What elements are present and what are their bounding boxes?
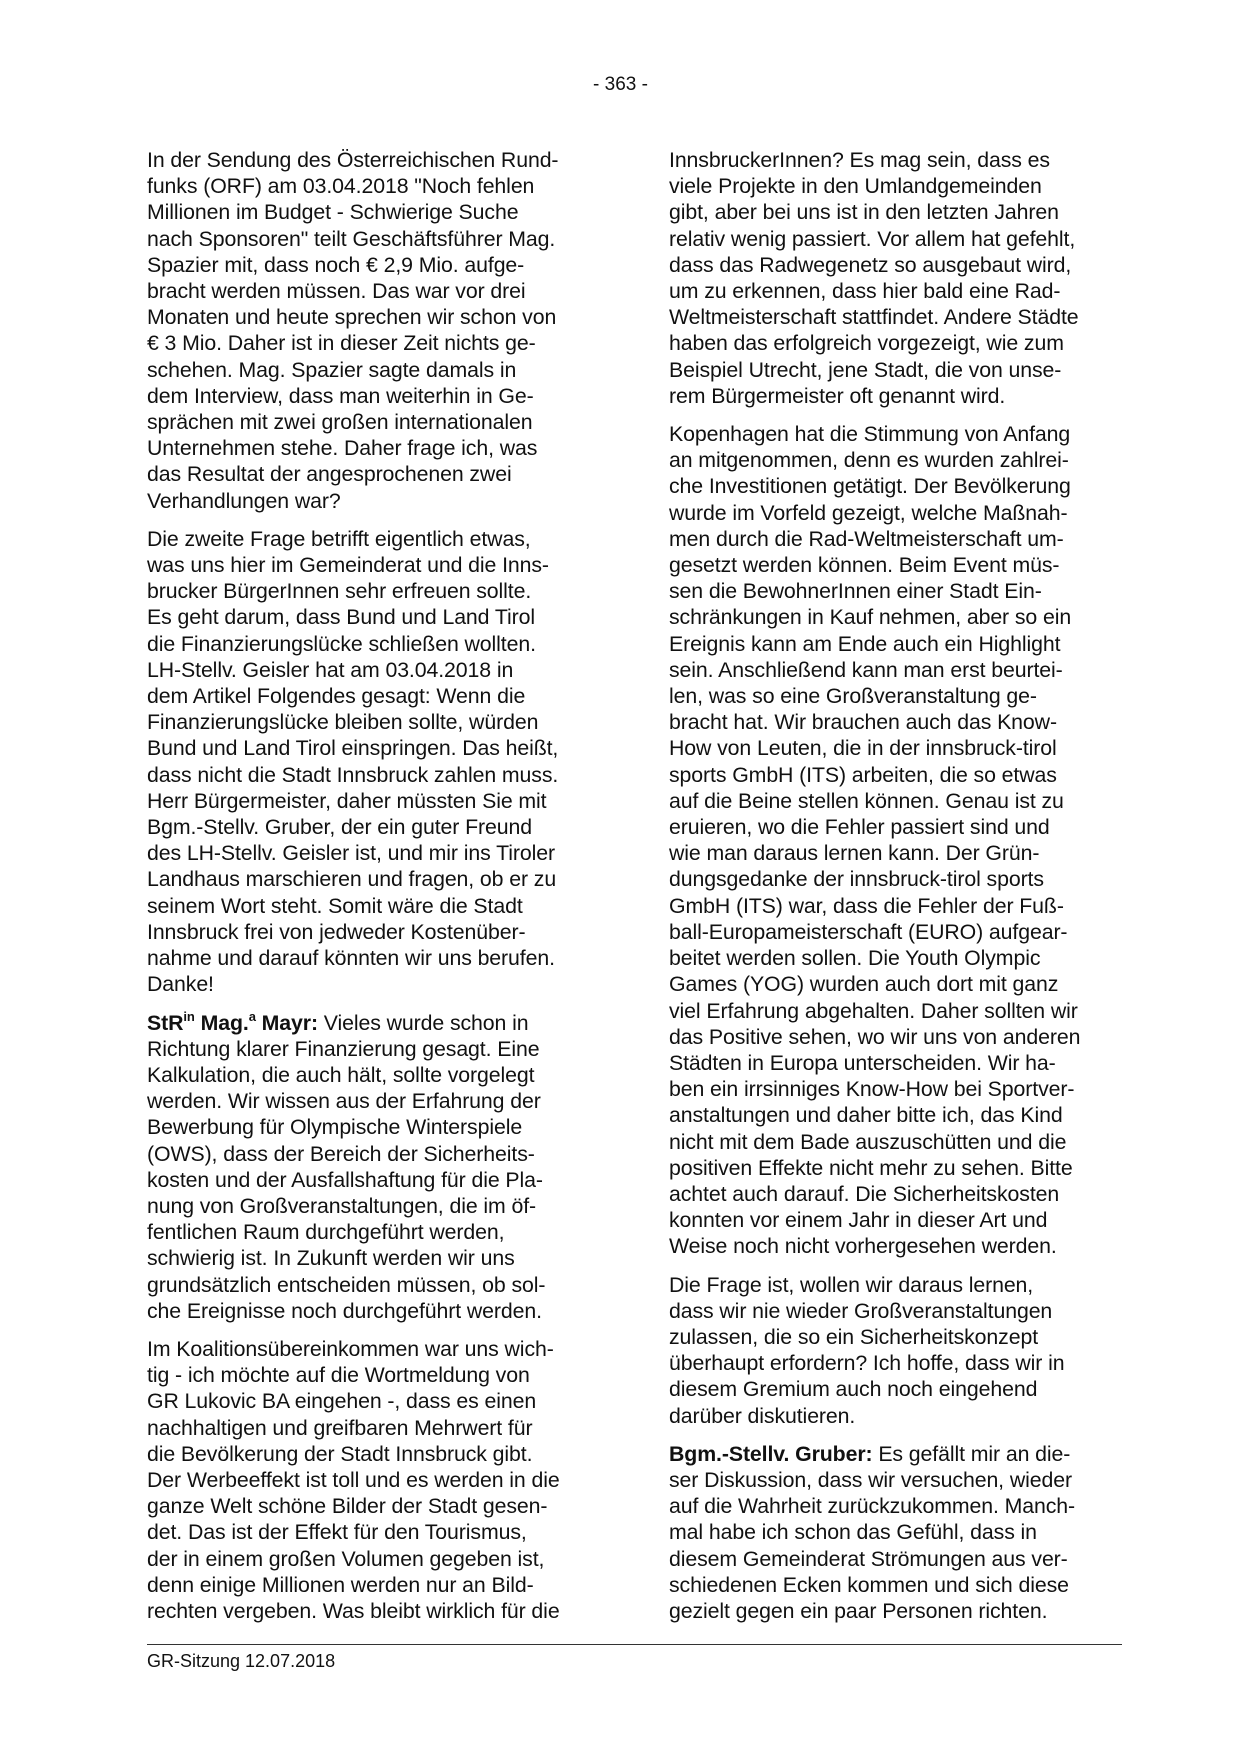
page-number: - 363 - xyxy=(593,74,648,95)
mayr-statement-text: Vieles wurde schon in Richtung klarer Finanzierung gesagt. Eine Kalkulation, die auch hält, sollte vorgelegt werden. Wir wissen aus der Erfahrung der Bewerbung für Olympische Winterspiele (OWS), dass der Bereich der Sicherheits- kosten und der Ausfallshaftung für die Pla- nung von Großveranstaltungen, die im öf- fentlichen Raum durchgeführt werden, schwierig ist. In Zukunft werden wir uns grundsätzlich entscheiden müssen, ob sol- che Ereignisse noch durchgeführt werden. xyxy=(147,1010,546,1323)
speaker-name-mayr: StR$^{in}$ Mag.$^a$ Mayr: xyxy=(147,1008,318,1035)
paragraph-cycling-network: InnsbruckerInnen? Es mag sein, dass es viele Projekte in den Umlandgemeinden gibt, aber bei uns ist in den letzten Jahren relativ wenig passiert. Vor allem hat gefehlt, dass das Radwegenetz so ausgebaut wird, um zu erkennen, dass hier bald eine Rad- Weltmeisterschaft stattfindet. Andere Städte haben das erfolgreich vorgezeigt, wie zum Beispiel Utrecht, jene Stadt, die von unse- rem Bürgermeister oft genannt wird. xyxy=(669,148,1079,408)
left-column xyxy=(147,147,619,1636)
footer-session-label: GR-Sitzung 12.07.2018 xyxy=(147,1651,336,1671)
speaker-name-gruber: Bgm.-Stellv. Gruber: xyxy=(669,1441,873,1466)
paragraph-copenhagen-example: Kopenhagen hat die Stimmung von Anfang an mitgenommen, denn es wurden zahlrei- che Investitionen getätigt. Der Bevölkerung wurde im Vorfeld gezeigt, welche Maßnah- men durch die Rad-Weltmeisterschaft um- gesetzt werden können. Beim Event müs- sen die BewohnerInnen einer Stadt Ein- schränkungen in Kauf nehmen, aber so ein Ereignis kann am Ende auch ein Highlight sein. Anschließend kann man erst beurtei- len, was so eine Großveranstaltung ge- bracht hat. Wir brauchen auch das Know- How von Leuten, die in der innsbruck-tirol sports GmbH (ITS) arbeiten, die so etwas auf die Beine stellen können. Genau ist zu eruieren, wo die Fehler passiert sind und wie man daraus lernen kann. Der Grün- dungsgedanke der innsbruck-tirol sports GmbH (ITS) war, dass die Fehler der Fuß- ball-Europameisterschaft (EURO) aufgear- beitet werden sollen. Die Youth Olympic Games (YOG) wurden auch dort mit ganz viel Erfahrung abgehalten. Daher sollten wir das Positive sehen, wo wir uns von anderen Städten in Europa unterscheiden. Wir ha- ben ein irrsinniges Know-How bei Sportver- anstaltungen und daher bitte ich, das Kind nicht mit dem Bade auszuschütten und die positiven Effekte nicht mehr zu sehen. Bitte achtet auch darauf. Die Sicherheitskosten konnten vor einem Jahr in dieser Art und Weise noch nicht vorhergesehen werden. xyxy=(669,422,1081,1259)
footer-divider xyxy=(147,1644,1122,1645)
paragraph-learning-question: Die Frage ist, wollen wir daraus lernen, dass wir nie wieder Großveranstaltungen zulassen, die so ein Sicherheitskonzept überhaupt erfordern? Ich hoffe, dass wir in diesem Gremium auch noch eingehend darüber diskutieren. xyxy=(669,1272,1065,1428)
paragraph-coalition-agreement: Im Koalitionsübereinkommen war uns wich- tig - ich möchte auf die Wortmeldung von GR Lukovic BA eingehen -, dass es einen nachhaltigen und greifbaren Mehrwert für die Bevölkerung der Stadt Innsbruck gibt. Der Werbeeffekt ist toll und es werden in die ganze Welt schöne Bilder der Stadt gesen- det. Das ist der Effekt für den Tourismus, der in einem großen Volumen gegeben ist, denn einige Millionen werden nur an Bild- rechten vergeben. Was bleibt wirklich für die xyxy=(147,1336,560,1623)
right-column xyxy=(669,147,1141,1636)
paragraph-budget-question: In der Sendung des Österreichischen Rund- funks (ORF) am 03.04.2018 "Noch fehlen Millionen im Budget - Schwierige Suche nach Sponsoren" teilt Geschäftsführer Mag. Spazier mit, dass noch € 2,9 Mio. aufge- bracht werden müssen. Das war vor drei Monaten und heute sprechen wir schon von € 3 Mio. Daher ist in dieser Zeit nichts ge- schehen. Mag. Spazier sagte damals in dem Interview, dass man weiterhin in Ge- sprächen mit zwei großen internationalen Unternehmen stehe. Daher frage ich, was das Resultat der angesprochenen zwei Verhandlungen war? xyxy=(147,148,559,513)
paragraph-mayr-statement xyxy=(147,1010,619,1324)
paragraph-financing-gap: Die zweite Frage betrifft eigentlich etwas, was uns hier im Gemeinderat und die Inns- brucker BürgerInnen sehr erfreuen sollte. Es geht darum, dass Bund und Land Tirol die Finanzierungslücke schließen wollten. LH-Stellv. Geisler hat am 03.04.2018 in dem Artikel Folgendes gesagt: Wenn die Finanzierungslücke bleiben sollte, würden Bund und Land Tirol einspringen. Das heißt, dass nicht die Stadt Innsbruck zahlen muss. Herr Bürgermeister, daher müssten Sie mit Bgm.-Stellv. Gruber, der ein guter Freund des LH-Stellv. Geisler ist, und mir ins Tiroler Landhaus marschieren und fragen, ob er zu seinem Wort steht. Somit wäre die Stadt Innsbruck frei von jedweder Kostenüber- nahme und darauf könnten wir uns berufen. Danke! xyxy=(147,526,559,997)
gruber-statement-text: Es gefällt mir an die- ser Diskussion, dass wir versuchen, wieder auf die Wahrheit zurückzukommen. Manch- mal habe ich schon das Gefühl, dass in diesem Gemeinderat Strömungen aus ver- schiedenen Ecken kommen und sich diese gezielt gegen ein paar Personen richten. xyxy=(669,1441,1076,1623)
paragraph-gruber-statement xyxy=(669,1441,1141,1624)
